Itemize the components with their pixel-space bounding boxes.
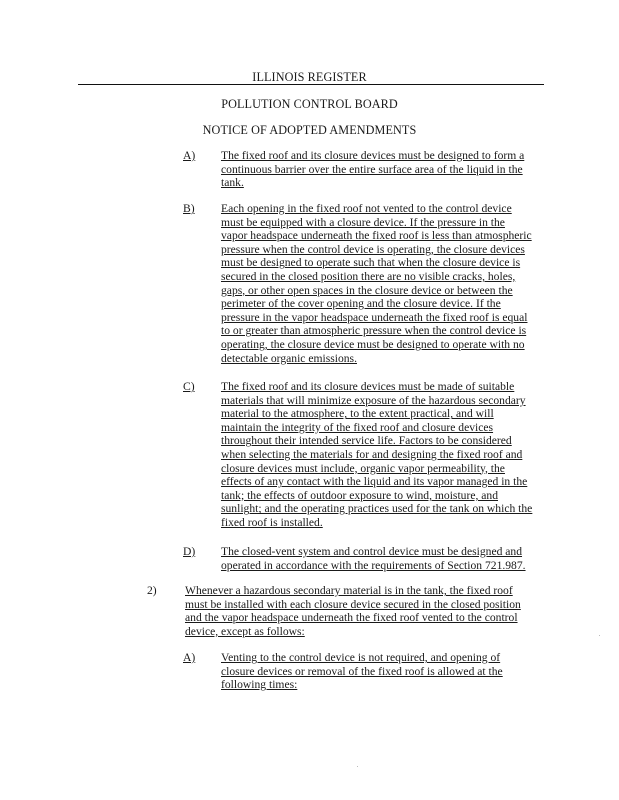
text-line: Each opening in the fixed roof not vented to the control device (221, 202, 512, 215)
text-line: materials that will minimize exposure of the hazardous secondary (221, 393, 526, 407)
text-line: pressure when the control device is operating, the closure devices (221, 242, 525, 256)
item-label: C) (183, 380, 195, 393)
text-line: pressure in the vapor headspace underneath the fixed roof is equal (221, 310, 528, 324)
text-line: tank; the effects of outdoor exposure to wind, moisture, and (221, 488, 499, 502)
text-line: sunlight; and the operating practices used for the tank on which the (221, 502, 533, 516)
register-title: ILLINOIS REGISTER (252, 70, 367, 84)
text-line: must be equipped with a closure device. If the pressure in the (221, 215, 505, 229)
text-line: and the vapor headspace underneath the fixed roof vented to the control (185, 611, 518, 625)
item-label: A) (183, 651, 196, 664)
text-line: material to the atmosphere, to the extent practical, and will (221, 407, 494, 421)
board-title: POLLUTION CONTROL BOARD (221, 97, 398, 111)
text-line: must be installed with each closure device secured in the closed position (185, 597, 521, 611)
text-line: vapor headspace underneath the fixed roof is less than atmospheric (221, 229, 532, 243)
text-line: operating, the closure device must be designed to operate with no (221, 337, 525, 351)
text-line: fixed roof is installed. (221, 515, 323, 529)
text-line: when selecting the materials for and designing the fixed roof and (221, 447, 523, 461)
item-label: A) (183, 149, 196, 162)
scan-speck (357, 766, 358, 767)
text-line: operated in accordance with the requirements of Section 721.987. (221, 558, 526, 572)
item-text (221, 149, 524, 190)
item-text (221, 380, 532, 530)
text-line: perimeter of the cover opening and the closure device. If the (221, 297, 501, 311)
text-line: following times: (221, 678, 298, 692)
item-text (185, 584, 521, 638)
item-text (221, 651, 503, 692)
text-line: The fixed roof and its closure devices must be designed to form a (221, 149, 525, 162)
text-line: closure devices must include, organic vapor permeability, the (221, 461, 505, 475)
text-line: throughout their intended service life. Factors to be considered (221, 434, 512, 448)
text-line: gaps, or other open spaces in the closure device or between the (221, 283, 513, 297)
text-line: detectable organic emissions. (221, 351, 357, 365)
text-line: effects of any contact with the liquid and its vapor managed in the (221, 475, 528, 489)
text-line: Venting to the control device is not required, and opening of (221, 651, 501, 664)
text-line: to or greater than atmospheric pressure when the control device is (221, 324, 527, 338)
text-line: maintain the integrity of the fixed roof and closure devices (221, 420, 494, 434)
text-line: must be designed to operate such that when the closure device is (221, 256, 521, 270)
text-line: Whenever a hazardous secondary material is in the tank, the fixed roof (185, 584, 513, 597)
header-rule (78, 84, 544, 85)
text-line: closure devices or removal of the fixed roof is allowed at the (221, 664, 503, 678)
text-line: The closed-vent system and control device must be designed and (221, 545, 523, 558)
item-text (221, 545, 526, 572)
text-line: The fixed roof and its closure devices must be made of suitable (221, 380, 515, 393)
text-line: tank. (221, 176, 244, 190)
text-line: secured in the closed position there are no visible cracks, holes, (221, 269, 516, 283)
text-line: device, except as follows: (185, 624, 305, 638)
notice-title: NOTICE OF ADOPTED AMENDMENTS (202, 123, 417, 137)
scan-speck (599, 635, 600, 636)
item-text (221, 202, 532, 365)
item-label: 2) (147, 584, 157, 597)
item-label: D) (183, 545, 196, 558)
item-label: B) (183, 202, 195, 215)
text-line: continuous barrier over the entire surface area of the liquid in the (221, 162, 523, 176)
